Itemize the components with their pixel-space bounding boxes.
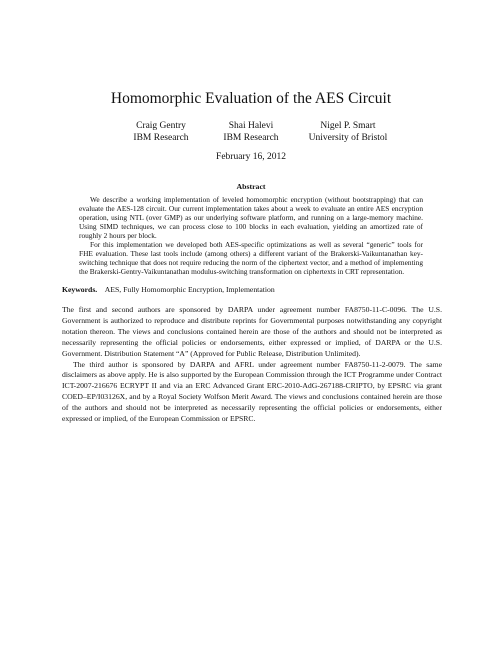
paper-title: Homomorphic Evaluation of the AES Circuit: [110, 90, 392, 107]
keywords-line: [62, 285, 442, 295]
keywords-label: Keywords.: [62, 285, 98, 294]
author-1: [118, 120, 204, 144]
author-affiliation: IBM Research: [223, 133, 279, 143]
abstract-paragraph: For this implementation we developed both AES-specific optimizations as well as several “generic” tools for FHE evaluation. These last tools include (among others) a different variant of the Brakerski-Vaikuntanathan key-switching technique that does not require reducing the norm of the ciphertext vector, and a method of implementing the Brakerski-Gentry-Vaikuntanathan modulus-switching transformation on ciphertexts in CRT representation.: [79, 240, 423, 276]
paper-date: February 16, 2012: [216, 152, 286, 162]
abstract-text: [79, 195, 423, 276]
author-name: Shai Halevi: [228, 121, 274, 131]
author-affiliation: IBM Research: [133, 133, 189, 143]
funding-notes: [62, 305, 442, 425]
author-3: [293, 120, 403, 144]
author-affiliation: University of Bristol: [308, 133, 388, 143]
author-name: Craig Gentry: [136, 121, 186, 131]
keywords-text: AES, Fully Homomorphic Encryption, Implementation: [104, 285, 275, 294]
author-2: [208, 120, 294, 144]
author-name: Nigel P. Smart: [320, 121, 376, 131]
abstract-heading: Abstract: [236, 182, 266, 191]
body-paragraph: The first and second authors are sponsored by DARPA under agreement number FA8750-11-C-0096. The U.S. Government is authorized to reproduce and distribute reprints for Governmental purposes notwithstanding any copyright notation thereon. The views and conclusions contained herein are those of the authors and should not be interpreted as necessarily representing the official policies or endorsements, either expressed or implied, of DARPA or the U.S. Government. Distribution Statement “A” (Approved for Public Release, Distribution Unlimited).: [62, 305, 442, 358]
body-paragraph: The third author is sponsored by DARPA and AFRL under agreement number FA8750-11-2-0079. The same disclaimers as above apply. He is also supported by the European Commission through the ICT Programme under Contract ICT-2007-216676 ECRYPT II and via an ERC Advanced Grant ERC-2010-AdG-267188-CRIPTO, by EPSRC via grant COED–EP/I03126X, and by a Royal Society Wolfson Merit Award. The views and conclusions contained herein are those of the authors and should not be interpreted as necessarily representing the official policies or endorsements, either expressed or implied, of the European Commission or EPSRC.: [62, 359, 442, 424]
abstract-paragraph: We describe a working implementation of leveled homomorphic encryption (without bootstrapping) that can evaluate the AES-128 circuit. Our current implementation takes about a week to evaluate an entire AES encryption operation, using NTL (over GMP) as our underlying software platform, and running on a large-memory machine. Using SIMD techniques, we can process close to 100 blocks in each evaluation, yielding an amortized rate of roughly 2 hours per block.: [79, 195, 423, 240]
